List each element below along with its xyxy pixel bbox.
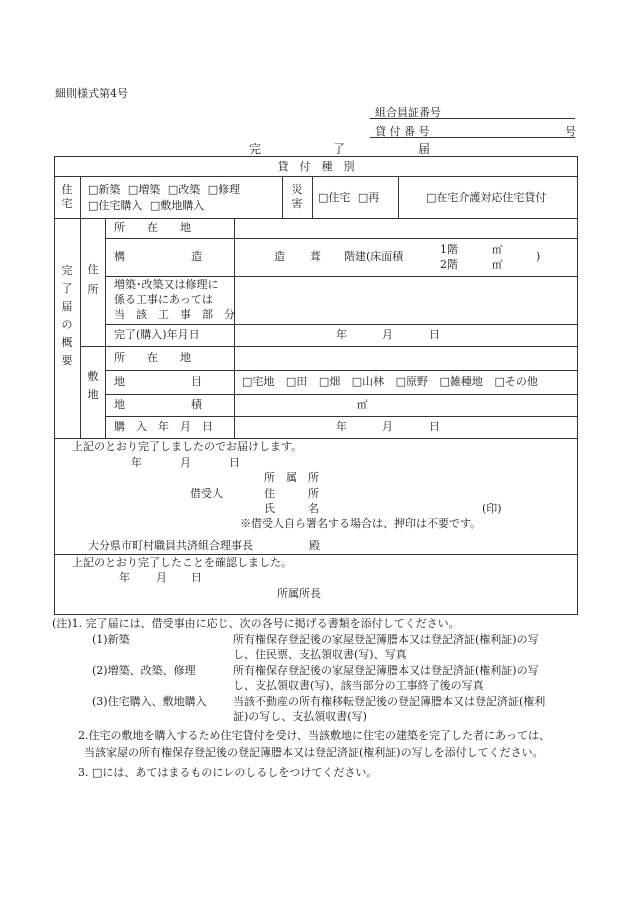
structure-roof: 葺	[310, 250, 321, 263]
land-location-label: 所 在 地	[114, 351, 191, 364]
title-char-1: 完	[249, 142, 262, 156]
addressee: 大分県市町村職員共済組合理事長	[88, 539, 253, 552]
structure-floors-area: 階建(床面積	[344, 250, 404, 263]
confirmation-month: 月	[156, 571, 167, 584]
structure-close: )	[536, 250, 541, 263]
note-item-2-line1: 所有権保存登記後の家屋登記簿謄本又は登記済証(権利証)の写	[233, 664, 539, 677]
affiliation-label: 所 属 所	[264, 471, 319, 484]
confirmation-year: 年	[119, 571, 130, 584]
checkbox-extension[interactable]: □ 増築	[128, 183, 160, 196]
purchase-month: 月	[382, 420, 393, 433]
completion-year: 年	[336, 328, 347, 341]
borrower-label: 借受人	[190, 487, 223, 500]
land-label: 敷地	[87, 370, 99, 401]
note-item-2-label: (2)増築、改築、修理	[92, 664, 196, 677]
confirmation-text: 上記のとおり完了したことを確認しました。	[72, 556, 292, 569]
checkbox-wilderness[interactable]: □ 原野	[396, 375, 428, 388]
title-char-2: 了	[333, 142, 346, 156]
checkbox-repair[interactable]: □ 修理	[208, 183, 240, 196]
note-item-2-line2: し、支払領収書(写)、該当部分の工事終了後の写真	[233, 679, 484, 692]
form-id: 細則様式第4号	[55, 87, 128, 100]
note-2-line1: 2.住宅の敷地を購入するため住宅貸付を受け、当該敷地に住宅の建築を完了した者にあっては、	[78, 729, 550, 742]
declaration-year: 年	[131, 456, 142, 469]
land-category-label: 地 目	[114, 375, 202, 388]
checkbox-house-purchase[interactable]: □ 住宅購入	[88, 199, 142, 212]
checkbox-disaster-house[interactable]: □ 住宅	[318, 191, 350, 204]
note-item-1-line2: し、住民票、支払領収書(写)、写真	[233, 648, 407, 661]
loan-number-suffix: 号	[565, 125, 576, 138]
loan-type-header: 貸 付 種 別	[277, 160, 355, 173]
structure-floor1: 1階	[440, 243, 458, 256]
housing-options-row1	[88, 183, 240, 197]
checkbox-disaster-re[interactable]: □ 再	[358, 191, 379, 204]
purchase-year: 年	[336, 420, 347, 433]
checkbox-field[interactable]: □ 畑	[319, 375, 340, 388]
checkbox-rebuild[interactable]: □ 改築	[168, 183, 200, 196]
honorific: 殿	[309, 539, 320, 552]
purchase-date-label: 購 入 年 月 日	[114, 420, 213, 433]
checkbox-forest[interactable]: □ 山林	[352, 375, 384, 388]
completion-month: 月	[382, 328, 393, 341]
checkbox-new[interactable]: □ 新築	[88, 183, 120, 196]
title-char-3: 届	[418, 142, 431, 156]
land-area-label: 地 積	[114, 398, 202, 411]
checkbox-other[interactable]: □ その他	[494, 375, 537, 388]
note-2-line2: 当該家屋の所有権保存登記後の登記簿謄本又は登記済証(権利証)の写しを添付してください。	[84, 746, 544, 759]
house-structure-label: 構 造	[114, 250, 202, 263]
note-item-1-line1: 所有権保存登記後の家屋登記簿謄本又は登記済証(権利証)の写	[233, 633, 539, 646]
declaration-month: 月	[180, 456, 191, 469]
declaration-text: 上記のとおり完了しましたのでお届けします。	[72, 440, 303, 453]
structure-zo: 造	[274, 250, 285, 263]
housing-label: 住宅	[61, 183, 73, 210]
work-part-line3: 当 該 工 事 部 分	[114, 308, 235, 321]
note-item-3-line1: 当該不動産の所有権移転登記後の登記簿謄本又は登記済証(権利	[233, 695, 546, 708]
note-intro: (注)1. 完了届には、借受事由に応じ、次の各号に掲げる書類を添付してください。	[52, 617, 460, 630]
note-3: 3. □には、あてはまるものにレのしるしをつけてください。	[78, 766, 378, 779]
checkbox-residential[interactable]: □ 宅地	[242, 375, 274, 388]
loan-number-label: 貸 付 番 号	[375, 125, 430, 138]
checkbox-paddy[interactable]: □ 田	[286, 375, 307, 388]
structure-floor2: 2階	[440, 258, 458, 271]
structure-unit-1: ㎡	[492, 244, 503, 256]
disaster-label: 災害	[291, 183, 303, 210]
work-part-line1: 増築･改築又は修理に	[114, 278, 219, 291]
checkbox-land-purchase[interactable]: □ 敷地購入	[150, 199, 204, 212]
member-cert-line[interactable]	[370, 118, 575, 119]
completion-day: 日	[429, 328, 440, 341]
disaster-options	[318, 191, 379, 205]
note-item-3-line2: 証)の写し、支払領収書(写)	[233, 710, 367, 723]
note-item-1-label: (1)新築	[92, 633, 130, 646]
member-cert-label: 組合員証番号	[375, 106, 441, 119]
housing-options-row2	[88, 199, 204, 213]
land-area-unit: ㎡	[357, 399, 368, 411]
completion-date-label: 完了(購入)年月日	[114, 328, 200, 341]
address-label: 住 所	[264, 487, 319, 500]
name-label: 氏 名	[264, 502, 319, 515]
checkbox-care[interactable]: □ 在宅介護対応住宅貸付	[426, 191, 546, 205]
seal-mark: (印)	[482, 502, 502, 515]
declaration-day: 日	[229, 456, 240, 469]
checkbox-misc[interactable]: □ 雑種地	[440, 375, 483, 388]
overview-label: 完了届の概要	[61, 264, 73, 367]
structure-unit-2: ㎡	[492, 259, 503, 271]
signature-note: ※借受人自ら署名する場合は、押印は不要です。	[240, 517, 482, 530]
loan-number-line[interactable]	[370, 137, 575, 138]
note-item-3-label: (3)住宅購入、敷地購入	[92, 695, 207, 708]
purchase-day: 日	[429, 420, 440, 433]
work-part-line2: 係る工事にあっては	[114, 293, 213, 306]
house-location-label: 所 在 地	[114, 221, 191, 234]
house-label: 住所	[87, 263, 99, 296]
chief-label: 所属所長	[277, 587, 321, 600]
confirmation-day: 日	[191, 571, 202, 584]
land-category-options	[242, 375, 538, 389]
